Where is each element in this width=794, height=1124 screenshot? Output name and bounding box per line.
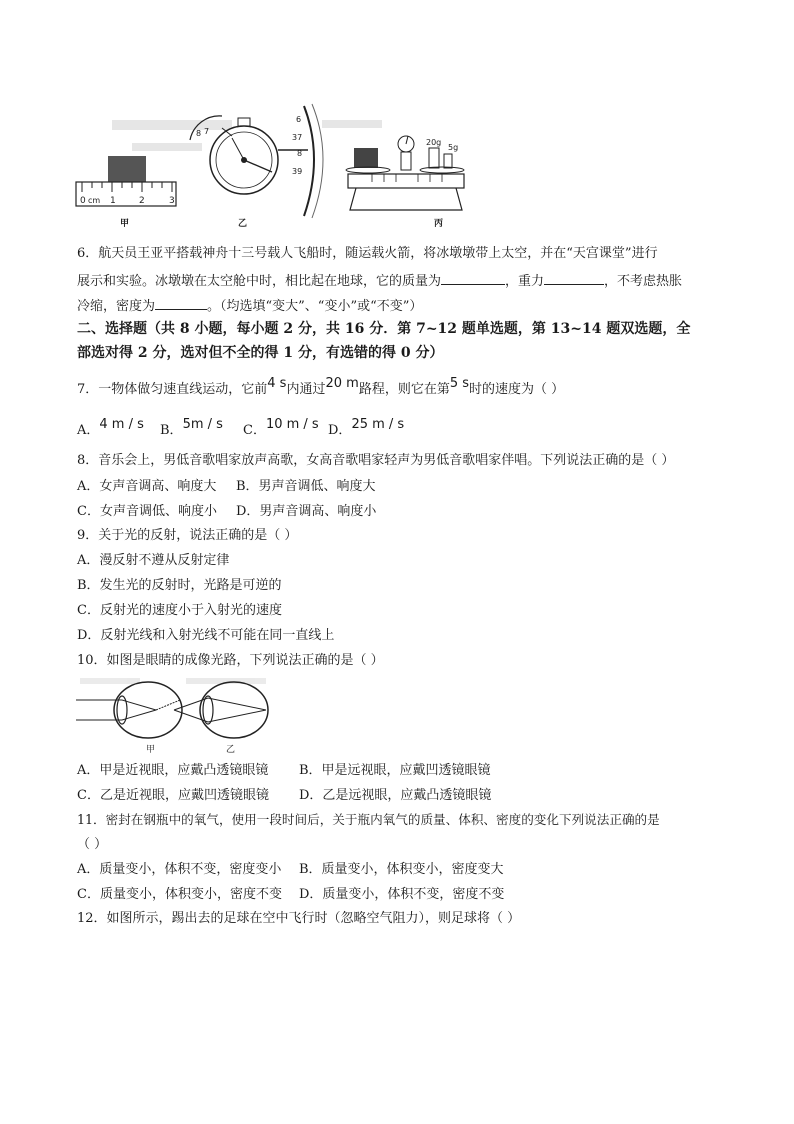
q8-option-b[interactable]: B．男声音调低、响度大	[236, 479, 376, 494]
eye-label-jia: 甲	[146, 745, 156, 755]
q9-option-b[interactable]: B．发生光的反射时，光路是可逆的	[77, 578, 282, 593]
q9-option-d[interactable]: D．反射光线和入射光线不可能在同一直线上	[77, 628, 335, 643]
q7-option-d-value: 25 m / s	[351, 417, 405, 432]
eye-label-yi: 乙	[226, 745, 236, 755]
q7-option-c-letter: C．	[243, 423, 266, 438]
q7-value-time: 4 s	[267, 376, 287, 391]
ruler-tick-0: 0	[80, 196, 86, 206]
q7-option-b-value: 5m / s	[182, 417, 223, 432]
balance-figure	[346, 136, 464, 229]
q7-stem-p1: 7．一物体做匀速直线运动，它前	[77, 382, 268, 397]
q7-option-b[interactable]	[160, 417, 223, 440]
q7-option-b-letter: B．	[160, 423, 183, 438]
q8-option-a[interactable]: A．女声音调高、响度大	[77, 479, 217, 494]
q7-stem-p4: 时的速度为（ ）	[469, 382, 565, 397]
q7-option-a-letter: A．	[77, 423, 100, 438]
q7-stem	[77, 376, 727, 399]
measurement-figure	[72, 98, 472, 236]
q6-line2	[77, 270, 727, 291]
label-bing-top: 丙	[434, 219, 444, 229]
q6-line3-text-a: 冷缩，密度为	[77, 299, 156, 314]
weight-20g: 20g	[426, 138, 442, 147]
q11-answer-paren: （ ）	[77, 837, 108, 852]
q7-stem-p3: 路程，则它在第	[358, 382, 450, 397]
label-yi-top: 乙	[238, 219, 248, 229]
weight-5g: 5g	[448, 143, 459, 152]
q11-option-b[interactable]: B．质量变小，体积变小，密度变大	[299, 862, 504, 877]
ruler-tick-1: 1	[110, 196, 116, 206]
q7-option-d-letter: D．	[328, 423, 352, 438]
q8-option-d[interactable]: D．男声音调高、响度小	[236, 504, 377, 519]
q6-blank-mass[interactable]	[441, 270, 505, 285]
ruler-tick-3: 3	[169, 196, 175, 206]
ruler-figure	[76, 156, 176, 229]
q9-option-a[interactable]: A．漫反射不遵从反射定律	[77, 553, 230, 568]
q7-option-d[interactable]	[328, 417, 405, 440]
q9-option-c[interactable]: C．反射光的速度小于入射光的速度	[77, 603, 282, 618]
q10-option-d[interactable]: D．乙是远视眼，应戴凸透镜眼镜	[299, 788, 492, 803]
q8-option-c[interactable]: C．女声音调低、响度小	[77, 504, 217, 519]
q11-option-d[interactable]: D．质量变小，体积不变，密度不变	[299, 887, 505, 902]
section2-heading-line2: 部选对得 2 分，选对但不全的得 1 分，有选错的得 0 分）	[77, 345, 444, 361]
q6-blank-gravity[interactable]	[544, 270, 604, 285]
q7-value-second: 5 s	[449, 376, 470, 391]
scale-tick-37: 37	[292, 133, 303, 142]
q6-blank-density[interactable]	[155, 295, 207, 310]
q9-stem: 9．关于光的反射，说法正确的是（ ）	[77, 528, 298, 543]
label-jia-top: 甲	[120, 219, 130, 229]
q8-stem: 8．音乐会上，男低音歌唱家放声高歌，女高音歌唱家轻声为男低音歌唱家伴唱。下列说法正确的是（ ）	[77, 453, 675, 468]
q7-value-distance: 20 m	[325, 376, 359, 391]
q11-stem: 11．密封在钢瓶中的氧气，使用一段时间后，关于瓶内氧气的质量、体积、密度的变化下列说法正确的是	[77, 812, 660, 827]
dial-tick-7: 7	[204, 127, 210, 136]
q6-line3-text-b: 。（均选填“变大”、“变小”或“不变”）	[207, 299, 423, 314]
dial-tick-8: 8	[196, 129, 202, 138]
q10-option-c[interactable]: C．乙是近视眼，应戴凹透镜眼镜	[77, 788, 269, 803]
scale-tick-6: 6	[296, 115, 302, 124]
q7-option-c-value: 10 m / s	[265, 417, 319, 432]
q6-line2-text-b: ，重力	[505, 274, 545, 289]
q7-option-a-value: 4 m / s	[99, 417, 144, 432]
eye-diagram	[76, 676, 276, 756]
section2-heading-line1: 二、选择题（共 8 小题，每小题 2 分，共 16 分．第 7~12 题单选题，第 13~14 题双选题，全	[77, 321, 691, 337]
q10-option-a[interactable]: A．甲是近视眼，应戴凸透镜眼镜	[77, 763, 269, 778]
q7-option-c[interactable]	[243, 417, 319, 440]
q12-stem: 12．如图所示，踢出去的足球在空中飞行时（忽略空气阻力），则足球将（ ）	[77, 911, 521, 926]
ruler-tick-cm: cm	[88, 196, 101, 205]
q11-option-a[interactable]: A．质量变小，体积不变，密度变小	[77, 862, 282, 877]
ruler-tick-2: 2	[139, 196, 145, 206]
q10-option-b[interactable]: B．甲是远视眼，应戴凹透镜眼镜	[299, 763, 491, 778]
q6-line1: 6．航天员王亚平搭载神舟十三号载人飞船时，随运载火箭，将冰墩墩带上太空，并在“天宫课堂”进行	[77, 246, 658, 261]
q6-line2-text-c: ，不考虑热胀	[604, 274, 683, 289]
scale-tick-39: 39	[292, 167, 303, 176]
q6-line3	[77, 295, 727, 316]
q6-line2-text-a: 展示和实验。冰墩墩在太空舱中时，相比起在地球，它的质量为	[77, 274, 442, 289]
q11-option-c[interactable]: C．质量变小，体积变小，密度不变	[77, 887, 282, 902]
q7-stem-p2: 内通过	[286, 382, 326, 397]
q7-option-a[interactable]	[77, 417, 144, 440]
scale-tick-8: 8	[297, 149, 303, 158]
q10-stem: 10．如图是眼睛的成像光路，下列说法正确的是（ ）	[77, 653, 384, 668]
